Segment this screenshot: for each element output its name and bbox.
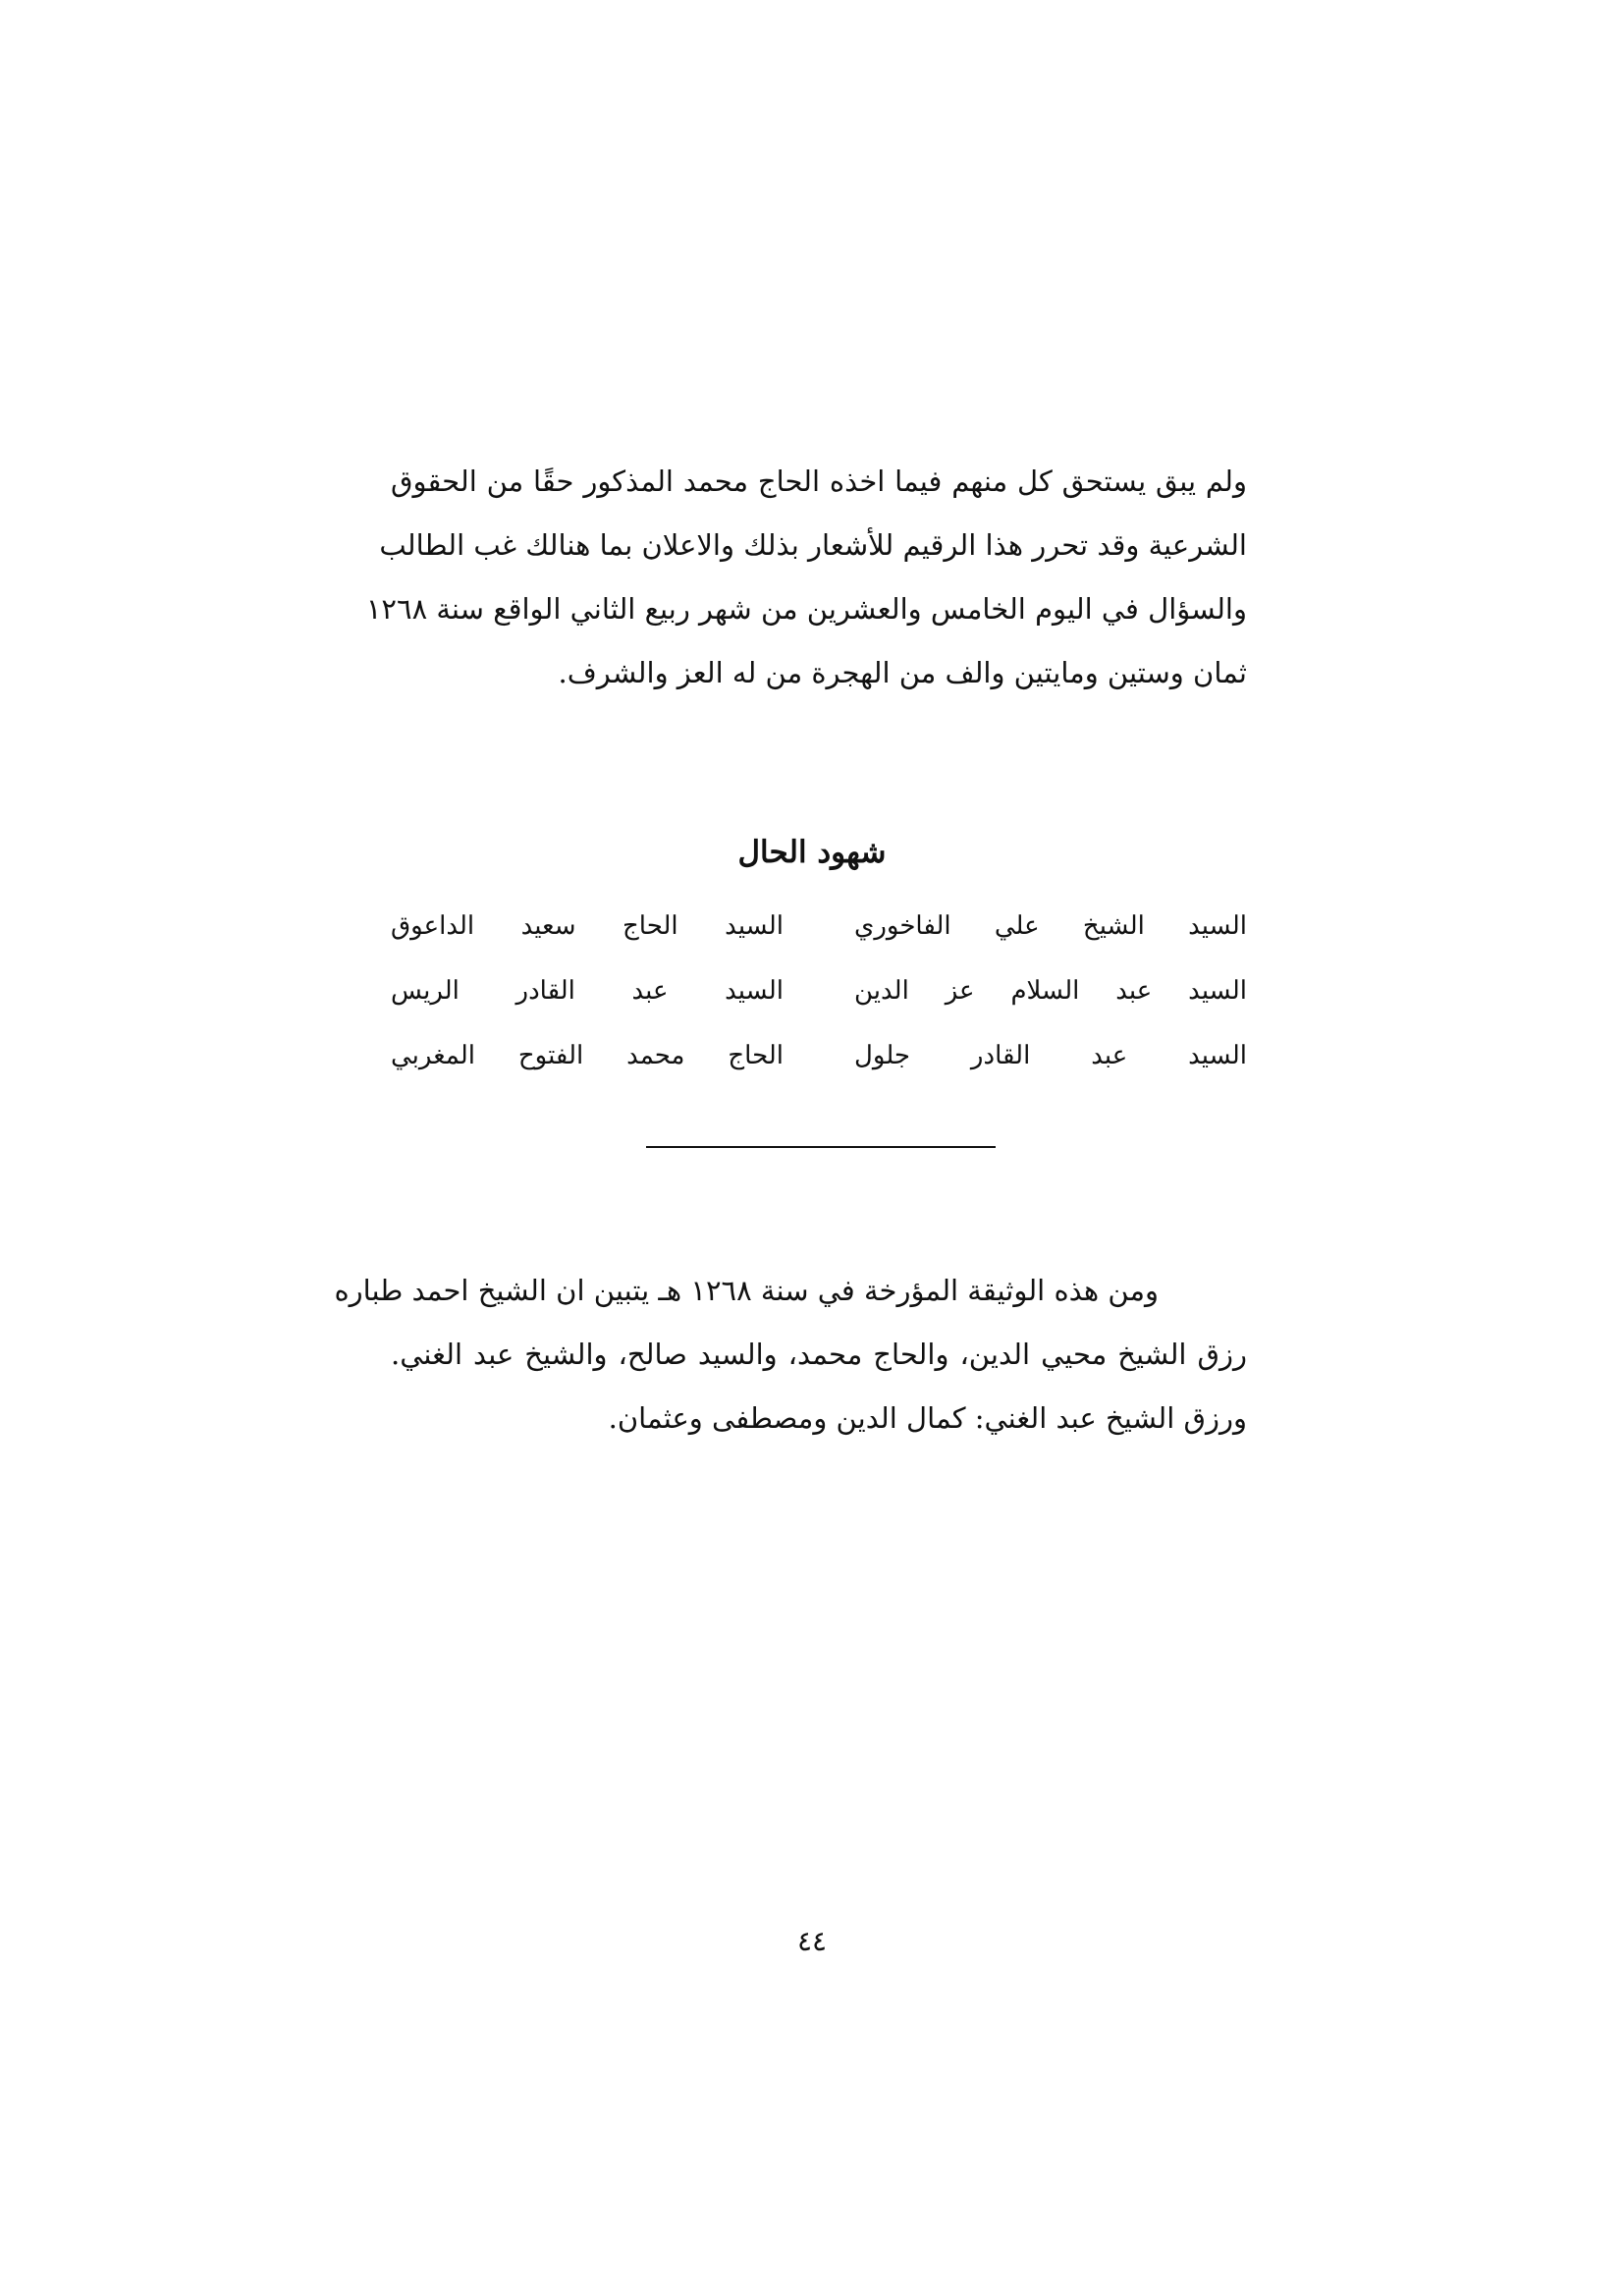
paragraph-line: رزق الشيخ محيي الدين، والحاج محمد، والسيد صالح، والشيخ عبد الغني. <box>391 1338 1247 1371</box>
paragraph-line: ولم يبق يستحق كل منهم فيما اخذه الحاج محمد المذكور حقًا من الحقوق <box>391 465 1247 498</box>
witness-name: السيد عبد القادر جلول <box>854 1041 1247 1070</box>
paragraph-line: ورزق الشيخ عبد الغني: كمال الدين ومصطفى وعثمان. <box>608 1401 1247 1435</box>
paragraph-2 <box>334 1259 1247 1450</box>
witness-name: الحاج محمد الفتوح المغربي <box>391 1041 784 1070</box>
witness-row <box>391 1023 1247 1088</box>
paragraph-line: الشرعية وقد تحرر هذا الرقيم للأشعار بذلك والاعلان بما هنالك غب الطالب <box>379 528 1247 562</box>
witness-row <box>391 958 1247 1023</box>
paragraph-line: ثمان وستين ومايتين والف من الهجرة من له العز والشرف. <box>558 656 1247 689</box>
witness-row <box>391 894 1247 958</box>
witness-name: السيد عبد القادر الريس <box>391 976 784 1006</box>
witnesses-list <box>391 894 1247 1088</box>
page-number: ٤٤ <box>796 1925 828 1957</box>
paragraph-line: ومن هذه الوثيقة المؤرخة في سنة ١٢٦٨ هـ يتبين ان الشيخ احمد طباره <box>334 1274 1159 1307</box>
paragraph-1 <box>365 450 1247 705</box>
witnesses-title: شهود الحال <box>737 835 887 870</box>
witness-name: السيد عبد السلام عز الدين <box>854 976 1247 1006</box>
witness-name: السيد الشيخ علي الفاخوري <box>854 911 1247 941</box>
witness-name: السيد الحاج سعيد الداعوق <box>391 911 784 941</box>
paragraph-line: والسؤال في اليوم الخامس والعشرين من شهر ربيع الثاني الواقع سنة ١٢٦٨ <box>365 592 1247 626</box>
section-divider <box>646 1146 996 1148</box>
